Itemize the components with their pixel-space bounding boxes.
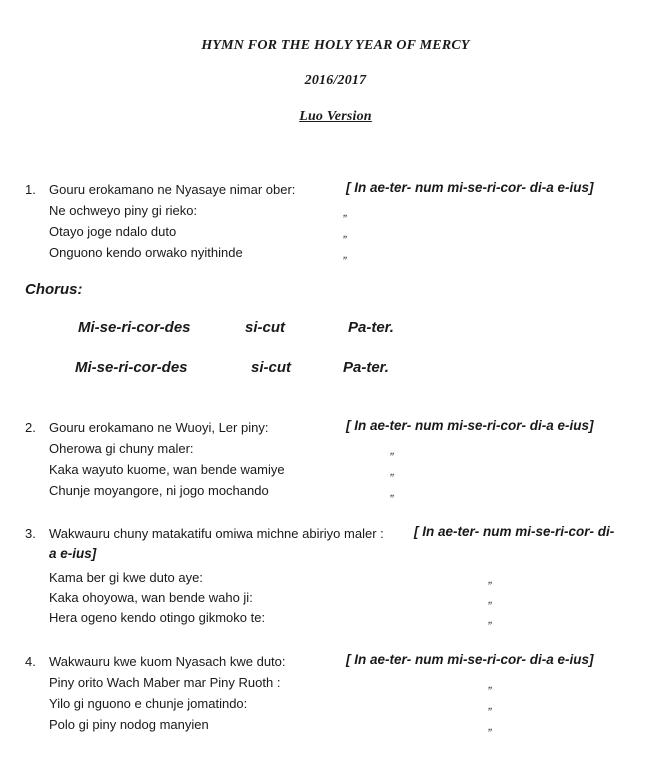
- verse-1-line-4: Onguono kendo orwako nyithinde: [49, 245, 243, 260]
- verse-2-refrain: [ In ae-ter- num mi-se-ri-cor- di-a e-ius]: [346, 418, 594, 433]
- verse-2-line-1: Gouru erokamano ne Wuoyi, Ler piny:: [49, 420, 269, 435]
- chorus-row-2-word-1: Mi-se-ri-cor-des: [75, 359, 188, 376]
- verse-4-line-4: Polo gi piny nodog manyien: [49, 717, 209, 732]
- verse-1-refrain: [ In ae-ter- num mi-se-ri-cor- di-a e-ius]: [346, 180, 594, 195]
- verse-3-ditto-3: ,,: [488, 594, 493, 606]
- verse-4-line-1: Wakwauru kwe kuom Nyasach kwe duto:: [49, 654, 286, 669]
- hymn-title: HYMN FOR THE HOLY YEAR OF MERCY: [201, 38, 470, 53]
- verse-4-line-2: Piny orito Wach Maber mar Piny Ruoth :: [49, 675, 281, 690]
- version-label: Luo Version: [299, 109, 372, 124]
- chorus-row-1-word-1: Mi-se-ri-cor-des: [78, 319, 191, 336]
- hymn-year: 2016/2017: [304, 73, 367, 88]
- verse-1-line-3: Otayo joge ndalo duto: [49, 224, 177, 239]
- verse-2-ditto-2: ,,: [390, 445, 395, 457]
- verse-2-line-4: Chunje moyangore, ni jogo mochando: [49, 483, 269, 498]
- verse-2-number: 2.: [25, 420, 36, 435]
- verse-4-line-3: Yilo gi nguono e chunje jomatindo:: [49, 696, 248, 711]
- verse-1-line-1: Gouru erokamano ne Nyasaye nimar ober:: [49, 182, 296, 197]
- verse-3-ditto-4: ,,: [488, 614, 493, 626]
- verse-3-line-4: Hera ogeno kendo otingo gikmoko te:: [49, 610, 266, 625]
- verse-3-line-1: Wakwauru chuny matakatifu omiwa michne abiriyo maler :: [49, 526, 384, 541]
- verse-3-line-3: Kaka ohoyowa, wan bende waho ji:: [49, 590, 253, 605]
- chorus-row-1-word-3: Pa-ter.: [348, 319, 394, 336]
- verse-4-ditto-4: ,,: [488, 721, 493, 733]
- verse-1-ditto-2: ,,: [343, 207, 348, 219]
- verse-3-refrain-part-1: [ In ae-ter- num mi-se-ri-cor- di-: [414, 524, 615, 539]
- verse-1-ditto-3: ,,: [343, 228, 348, 240]
- chorus-row-2-word-3: Pa-ter.: [343, 359, 389, 376]
- verse-2-line-2: Oherowa gi chuny maler:: [49, 441, 194, 456]
- verse-4-ditto-3: ,,: [488, 700, 493, 712]
- verse-3-refrain-part-2: a e-ius]: [49, 546, 97, 561]
- verse-1-number: 1.: [25, 182, 36, 197]
- verse-3-number: 3.: [25, 526, 36, 541]
- verse-2-ditto-4: ,,: [390, 487, 395, 499]
- verse-4-number: 4.: [25, 654, 36, 669]
- chorus-label: Chorus:: [25, 281, 83, 298]
- verse-3-ditto-2: ,,: [488, 574, 493, 586]
- version-heading: [0, 109, 671, 125]
- chorus-row-2-word-2: si-cut: [251, 359, 292, 376]
- verse-1-ditto-4: ,,: [343, 249, 348, 261]
- verse-4-ditto-2: ,,: [488, 679, 493, 691]
- verse-2-ditto-3: ,,: [390, 466, 395, 478]
- verse-4-refrain: [ In ae-ter- num mi-se-ri-cor- di-a e-ius]: [346, 652, 594, 667]
- chorus-row-1-word-2: si-cut: [245, 319, 286, 336]
- verse-1-line-2: Ne ochweyo piny gi rieko:: [49, 203, 198, 218]
- verse-2-line-3: Kaka wayuto kuome, wan bende wamiye: [49, 462, 285, 477]
- verse-3-line-2: Kama ber gi kwe duto aye:: [49, 570, 203, 585]
